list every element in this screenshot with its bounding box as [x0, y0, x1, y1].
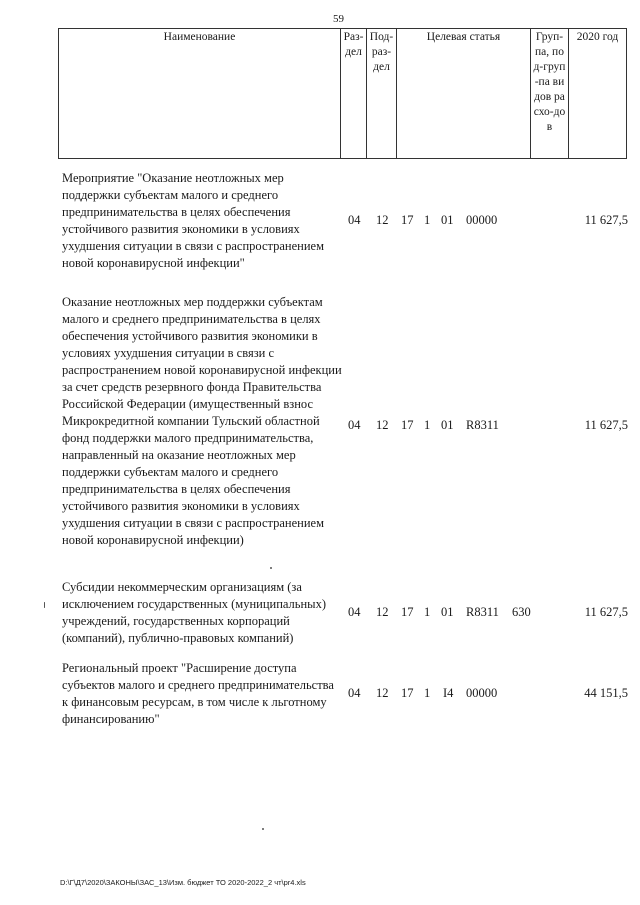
row-article-3-a: 17 [401, 605, 414, 619]
row-article-1-b: 1 [424, 213, 431, 227]
row-section-4: 04 [348, 686, 361, 700]
header-section: Раз-дел [341, 29, 367, 159]
page-number: 59 [333, 13, 344, 25]
row-subsection-2: 12 [376, 418, 389, 432]
header-subsection: Под-раз-дел [367, 29, 397, 159]
row-article-1-c: 01 [441, 213, 454, 227]
row-article-4-a: 17 [401, 686, 414, 700]
row-amount-4: 44 151,5 [584, 686, 628, 700]
row-subsection-3: 12 [376, 605, 389, 619]
row-article-2-a: 17 [401, 418, 414, 432]
row-subsection-4: 12 [376, 686, 389, 700]
row-amount-1: 11 627,5 [584, 213, 628, 227]
row-name-3: Субсидии некоммерческим организациям (за исключением государственных (муниципальных) учреждений, государственных корпораций (компаний), публично-правовых компаний) [62, 580, 326, 645]
row-amount-2: 11 627,5 [584, 418, 628, 432]
row-article-2-c: 01 [441, 418, 454, 432]
header-name: Наименование [59, 29, 341, 159]
row-section-2: 04 [348, 418, 361, 432]
row-name-4: Региональный проект "Расширение доступа субъектов малого и среднего предпринимательства к финансовым ресурсам, в том числе к льготному финансированию" [62, 661, 334, 726]
header-expense-group: Груп-па, под-груп-па видов расхо-дов [531, 29, 569, 159]
header-target-article: Целевая статья [397, 29, 531, 159]
row-article-4-c: I4 [443, 686, 454, 700]
header-year: 2020 год [569, 29, 627, 159]
row-article-1-a: 17 [401, 213, 414, 227]
file-path-footer: D:\Г\Д7\2020\ЗАКОНЫ\ЗАС_13\Изм. бюджет ТО 2020-2022_2 чт\pr4.xls [60, 878, 306, 887]
row-section-3: 04 [348, 605, 361, 619]
scan-speck [44, 602, 45, 608]
row-name-2: Оказание неотложных мер поддержки субъектам малого и среднего предпринимательства в целях обеспечения устойчивого развития экономики в условиях ухудшения ситуации в связи с распространением новой коронавирусной инфекции за счет средств резервного фонда Правительства Российской Федерации (имущественный взнос Микрокредитной компании Тульский областной фонд поддержки малого предпринимательства, направленный на оказание неотложных мер поддержки субъектам малого и среднего предпринимательства в целях обеспечения устойчивого развития экономики в условиях ухудшения ситуации в связи с распространением новой коронавирусной инфекции) [62, 295, 342, 547]
table-header [58, 28, 627, 159]
scan-speck [270, 567, 272, 569]
row-article-4-b: 1 [424, 686, 431, 700]
scan-speck [262, 828, 264, 830]
row-name-1: Мероприятие "Оказание неотложных мер поддержки субъектам малого и среднего предпринимательства в целях обеспечения устойчивого развития экономики в условиях ухудшения ситуации в связи с распространением новой коронавирусной инфекции" [62, 171, 325, 270]
row-article-3-c: 01 [441, 605, 454, 619]
row-subsection-1: 12 [376, 213, 389, 227]
row-article-2-d: R8311 [466, 418, 499, 432]
row-amount-3: 11 627,5 [584, 605, 628, 619]
row-article-1-d: 00000 [466, 213, 498, 227]
row-article-3-b: 1 [424, 605, 431, 619]
row-group-3: 630 [512, 605, 531, 619]
row-section-1: 04 [348, 213, 361, 227]
row-article-3-d: R8311 [466, 605, 499, 619]
row-article-2-b: 1 [424, 418, 431, 432]
row-article-4-d: 00000 [466, 686, 498, 700]
